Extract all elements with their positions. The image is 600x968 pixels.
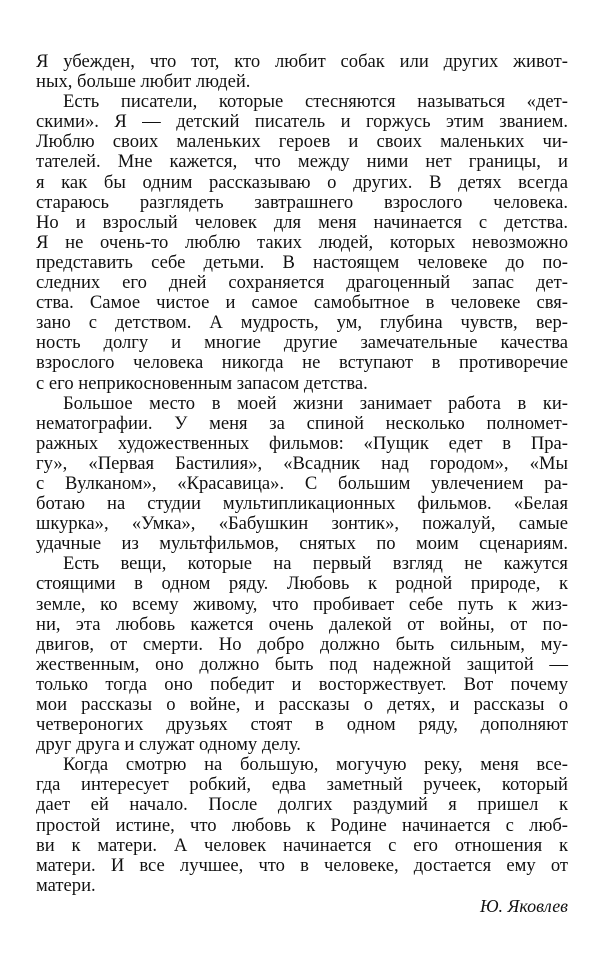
text-line: ства. Самое чистое и самое самобытное в человеке свя-	[36, 292, 568, 314]
paragraph-5	[36, 755, 568, 896]
text-line: удачные из мультфильмов, снятых по моим сценариям.	[36, 533, 568, 555]
text-line: ность долгу и многие другие замечательные качества	[36, 332, 568, 354]
text-line: нематографии. У меня за спиной несколько полномет-	[36, 412, 568, 434]
text-line: Когда смотрю на большую, могучую реку, меня все-	[63, 754, 568, 776]
text-line: Но и взрослый человек для меня начинается с детства.	[36, 211, 568, 233]
text-line: зано с детством. А мудрость, ум, глубина чувств, вер-	[36, 312, 568, 334]
text-line: взрослого человека никогда не вступают в противоречие	[36, 352, 568, 374]
text-line: друг друга и служат одному делу.	[36, 734, 301, 756]
text-line: гда интересует робкий, едва заметный ручеек, который	[36, 774, 568, 796]
text-line: с Вулканом», «Красавица». С большим увлечением ра-	[36, 472, 568, 494]
text-line: только тогда оно победит и восторжествует. Вот почему	[36, 673, 568, 695]
paragraph-4	[36, 554, 568, 755]
text-line: гу», «Первая Бастилия», «Всадник над городом», «Мы	[36, 452, 568, 474]
text-line: Я не очень-то люблю таких людей, которых невозможно	[36, 231, 568, 253]
text-line: дает ей начало. После долгих раздумий я пришел к	[36, 794, 568, 816]
text-line: Есть писатели, которые стесняются называться «дет-	[63, 91, 568, 113]
text-line: стараюсь разглядеть завтрашнего взрослого человека.	[36, 191, 568, 213]
text-line: представить себе детьми. В настоящем человеке до по-	[36, 251, 568, 273]
text-line: ни, эта любовь кажется очень далекой от войны, от по-	[36, 613, 568, 635]
text-line: Большое место в моей жизни занимает работа в ки-	[63, 392, 568, 414]
paragraph-1	[36, 52, 568, 92]
text-line: стоящими в одном ряду. Любовь к родной природе, к	[36, 573, 568, 595]
text-line: мои рассказы о войне, и рассказы о детях, и рассказы о	[36, 694, 568, 715]
text-line: простой истине, что любовь к Родине начинается с люб-	[36, 814, 568, 836]
text-line: ражных художественных фильмов: «Пущик едет в Пра-	[36, 432, 568, 454]
text-line: скими». Я — детский писатель и горжусь этим званием.	[36, 111, 568, 133]
text-line: матери. И все лучшее, что в человеке, достается ему от	[36, 854, 568, 876]
paragraph-2	[36, 92, 568, 393]
text-line: с его неприкосновенным запасом детства.	[36, 372, 368, 394]
paragraph-3	[36, 394, 568, 555]
text-line: я как бы одним рассказываю о других. В детях всегда	[36, 171, 568, 193]
text-line: Есть вещи, которые на первый взгляд не кажутся	[63, 553, 568, 575]
text-line: земле, ко всему живому, что пробивает себе путь к жиз-	[36, 593, 568, 615]
document-page	[36, 52, 568, 896]
text-line: ных, больше любит людей.	[36, 71, 251, 93]
text-line: Люблю своих маленьких героев и своих маленьких чи-	[36, 131, 568, 153]
text-line: жественным, оно должно быть под надежной защитой —	[36, 653, 568, 675]
text-line: шкурка», «Умка», «Бабушкин зонтик», пожалуй, самые	[36, 513, 568, 535]
text-line: ботаю на студии мультипликационных фильмов. «Белая	[36, 493, 568, 515]
text-line: ви к матери. А человек начинается с его отношения к	[36, 834, 568, 856]
text-line: четвероногих друзьях стоят в одном ряду, дополняют	[36, 714, 568, 736]
text-line: двигов, от смерти. Но добро должно быть сильным, му-	[36, 633, 568, 655]
author-signature: Ю. Яковлев	[479, 896, 568, 916]
text-line: следних его дней сохраняется драгоценный запас дет-	[36, 272, 568, 294]
text-line: Я убежден, что тот, кто любит собак или других живот-	[36, 51, 568, 72]
text-line: матери.	[36, 874, 96, 896]
text-line: тателей. Мне кажется, что между ними нет границы, и	[36, 151, 568, 173]
